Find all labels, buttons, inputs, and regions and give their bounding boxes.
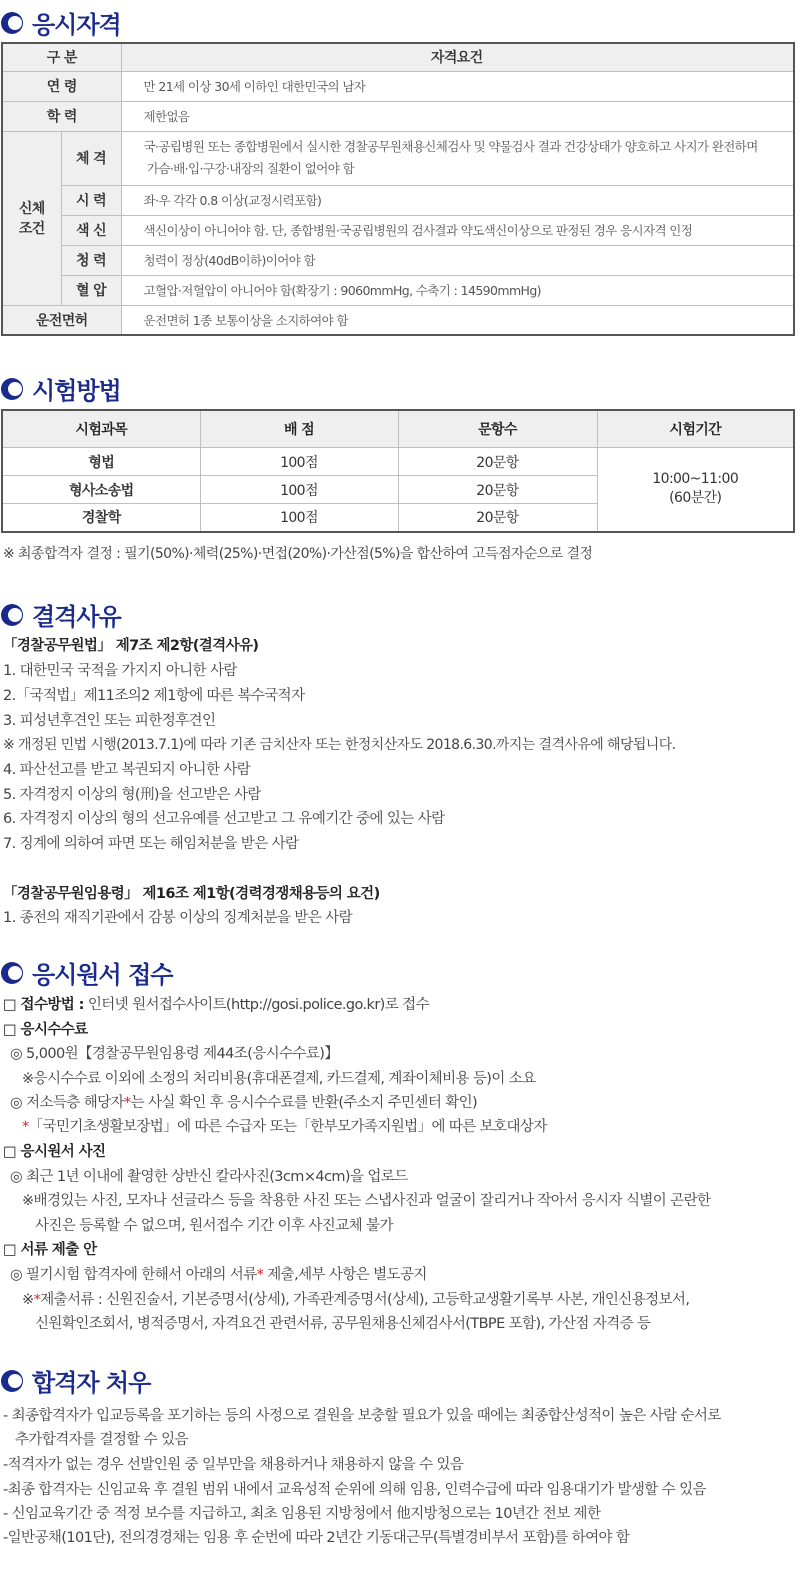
apply-fee-label: □ 응시수수료 (3, 1022, 88, 1038)
list-item: 7. 징계에 의하여 파면 또는 해임처분을 받은 사람 (3, 836, 299, 852)
list-item: - 신임교육기간 중 적정 보수를 지급하고, 최초 임용된 지방청에서 他지방청으로는 10년간 전보 제한 (3, 1506, 601, 1522)
exam-time: 10:00~11:00 (60분간) (597, 448, 794, 532)
list-item: 1. 대한민국 국적을 가지지 아니한 사람 (3, 663, 237, 679)
color-vision-label: 색 신 (61, 215, 121, 245)
score-cell: 100점 (200, 504, 398, 532)
blood-pressure-value: 고혈압·저혈압이 아니어야 함(확장기 : 9060mmHg, 수축기 : 14590mmHg) (121, 275, 794, 305)
apply-photo-2: ※배경있는 사진, 모자나 선글라스 등을 착용한 사진 또는 스냅사진과 얼굴이 잘리거나 작아서 응시자 식별이 곤란한 (22, 1193, 711, 1209)
physique-value: 국·공립병원 또는 종합병원에서 실시한 경찰공무원채용신체검사 및 약물검사 결과 건강상태가 양호하고 사지가 완전하며 가슴·배·입·구강·내장의 질환이 없어야 함 (121, 131, 794, 185)
subject-cell: 형사소송법 (2, 476, 200, 504)
list-item: 4. 파산선고를 받고 복권되지 아니한 사람 (3, 762, 251, 778)
list-item: 3. 피성년후견인 또는 피한정후견인 (3, 713, 216, 729)
age-value: 만 21세 이상 30세 이하인 대한민국의 남자 (121, 71, 794, 101)
apply-fee-2: ※응시수수료 이외에 소정의 처리비용(휴대폰결제, 카드결제, 계좌이체비용 등)이 소요 (22, 1071, 536, 1087)
apply-method: □ 접수방법 : 인터넷 원서접수사이트(http://gosi.police.go.kr)로 접수 (3, 997, 429, 1013)
apply-docs-3: 신원확인조회서, 병적증명서, 자격요건 관련서류, 공무원채용신체검사서(TBPE 포함), 가산점 자격증 등 (35, 1316, 651, 1332)
subject-cell: 형법 (2, 448, 200, 476)
education-label: 학 력 (2, 101, 121, 131)
list-item: 5. 자격정지 이상의 형(刑)을 선고받은 사람 (3, 787, 261, 803)
list-item: - 최종합격자가 입교등록을 포기하는 등의 사정으로 결원을 보충할 필요가 있을 때에는 최종합산성적이 높은 사람 순서로 (3, 1408, 721, 1424)
education-value: 제한없음 (121, 101, 794, 131)
header-subject: 시험과목 (2, 410, 200, 448)
license-value: 운전면허 1종 보통이상을 소지하여야 함 (121, 305, 794, 335)
crescent-circle-icon (0, 377, 24, 401)
header-score: 배 점 (200, 410, 398, 448)
list-item: ※ 개정된 민법 시행(2013.7.1)에 따라 기존 금치산자 또는 한정치산자도 2018.6.30.까지는 결격사유에 해당됩니다. (3, 737, 676, 753)
header-requirement: 자격요건 (121, 43, 794, 71)
apply-fee-4: *「국민기초생활보장법」에 따른 수급자 또는「한부모가족지원법」에 따른 보호대상자 (22, 1119, 547, 1135)
exam-table (1, 409, 795, 533)
vision-label: 시 력 (61, 185, 121, 215)
apply-docs-2: ※*제출서류 : 신원진술서, 기본증명서(상세), 가족관계증명서(상세), 고등학교생활기록부 사본, 개인신용정보서, (22, 1292, 690, 1308)
age-label: 연 령 (2, 71, 121, 101)
disq-law-2: 「경찰공무원임용령」 제16조 제1항(경력경쟁채용등의 요건) (3, 886, 380, 902)
count-cell: 20문항 (398, 504, 597, 532)
vision-value: 좌·우 각각 0.8 이상(교정시력포함) (121, 185, 794, 215)
apply-docs-1: ◎ 필기시험 합격자에 한해서 아래의 서류* 제출,세부 사항은 별도공지 (10, 1267, 427, 1283)
subject-cell: 경찰학 (2, 504, 200, 532)
blood-pressure-label: 혈 압 (61, 275, 121, 305)
table-row (2, 448, 794, 476)
apply-photo-1: ◎ 최근 1년 이내에 촬영한 상반신 칼라사진(3cm×4cm)을 업로드 (10, 1169, 408, 1185)
list-item: 2.「국적법」제11조의2 제1항에 따른 복수국적자 (3, 688, 305, 704)
hearing-value: 청력이 정상(40dB이하)이어야 함 (121, 245, 794, 275)
list-item: 추가합격자를 결정할 수 있음 (3, 1432, 188, 1448)
list-item: 6. 자격정지 이상의 형의 선고유예를 선고받고 그 유예기간 중에 있는 사람 (3, 811, 445, 827)
score-cell: 100점 (200, 476, 398, 504)
exam-note: ※ 최종합격자 결정 : 필기(50%)·체력(25%)·면접(20%)·가산점(5%)을 합산하여 고득점자순으로 결정 (3, 546, 593, 562)
section-title-disqualification: 결격사유 (0, 597, 121, 632)
header-count: 문항수 (398, 410, 597, 448)
qualification-table (1, 42, 795, 336)
section-title-pass-treatment: 합격자 처우 (0, 1363, 150, 1398)
list-item: -일반공채(101단), 전의경경채는 임용 후 순번에 따라 2년간 기동대근무(특별경비부서 포함)를 하여야 함 (3, 1530, 630, 1546)
disq-law-1: 「경찰공무원법」 제7조 제2항(결격사유) (3, 638, 259, 654)
crescent-circle-icon (0, 11, 24, 35)
color-vision-value: 색신이상이 아니어야 함. 단, 종합병원·국공립병원의 검사결과 약도색신이상으로 판정된 경우 응시자격 인정 (121, 215, 794, 245)
section-title-exam-method: 시험방법 (0, 371, 121, 406)
crescent-circle-icon (0, 1369, 24, 1393)
body-condition-label: 신체 조건 (2, 131, 61, 305)
count-cell: 20문항 (398, 476, 597, 504)
list-item: -최종 합격자는 신임교육 후 결원 범위 내에서 교육성적 순위에 의해 임용, 인력수급에 따라 임용대기가 발생할 수 있음 (3, 1482, 706, 1498)
apply-photo-3: 사진은 등록할 수 없으며, 원서접수 기간 이후 사진교체 불가 (35, 1218, 393, 1234)
count-cell: 20문항 (398, 448, 597, 476)
apply-fee-1: ◎ 5,000원【경찰공무원임용령 제44조(응시수수료)】 (10, 1046, 339, 1062)
list-item: -적격자가 없는 경우 선발인원 중 일부만을 채용하거나 채용하지 않을 수 있음 (3, 1457, 464, 1473)
crescent-circle-icon (0, 961, 24, 985)
header-time: 시험기간 (597, 410, 794, 448)
apply-docs-label: □ 서류 제출 안 (3, 1242, 97, 1258)
section-title-application: 응시원서 접수 (0, 955, 172, 990)
apply-photo-label: □ 응시원서 사진 (3, 1144, 106, 1160)
license-label: 운전면허 (2, 305, 121, 335)
score-cell: 100점 (200, 448, 398, 476)
section-title-qualification: 응시자격 (0, 5, 121, 40)
hearing-label: 청 력 (61, 245, 121, 275)
physique-label: 체 격 (61, 131, 121, 185)
crescent-circle-icon (0, 603, 24, 627)
list-item: 1. 종전의 재직기관에서 감봉 이상의 징계처분을 받은 사람 (3, 910, 353, 926)
apply-fee-3: ◎ 저소득층 해당자*는 사실 확인 후 응시수수료를 반환(주소지 주민센터 확인) (10, 1095, 478, 1111)
header-category: 구 분 (2, 43, 121, 71)
